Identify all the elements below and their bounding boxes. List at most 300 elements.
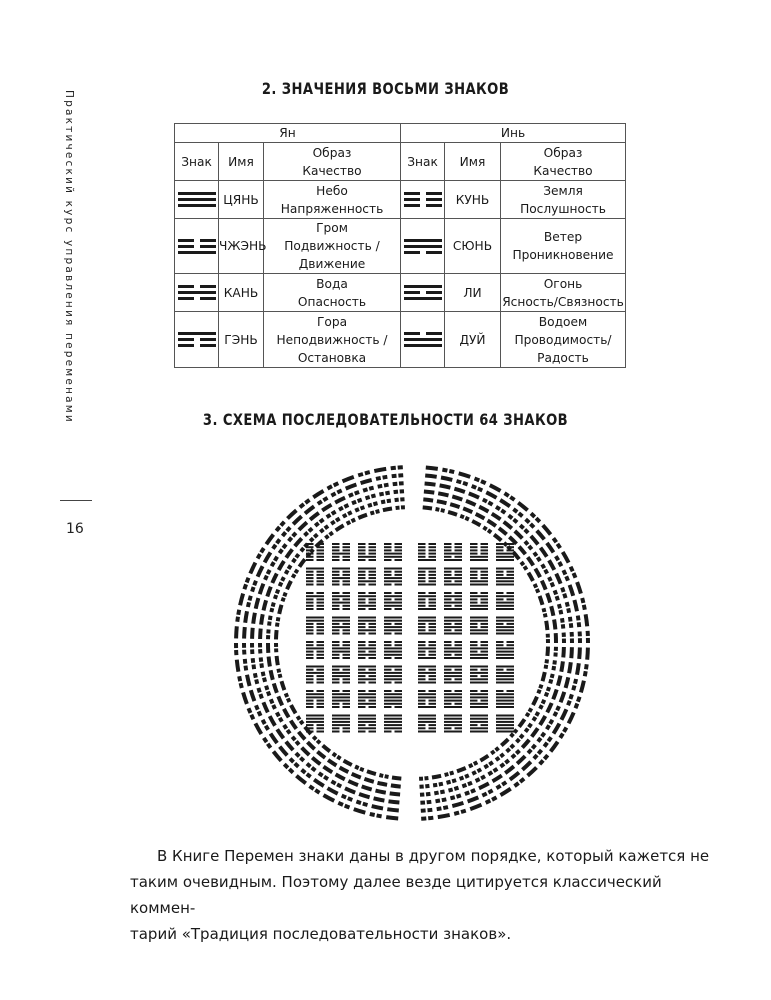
ring-line-segment <box>488 530 491 532</box>
lake-trigram-icon <box>404 329 442 350</box>
ring-line-segment <box>274 683 277 692</box>
ring-line-segment <box>538 750 541 754</box>
ring-line-segment <box>426 794 430 795</box>
hexagram-glyph <box>358 543 376 561</box>
hexagram-glyph <box>384 666 402 684</box>
ring-line-segment <box>439 784 443 785</box>
ring-line-segment <box>564 728 567 732</box>
ring-line-segment <box>425 476 437 477</box>
ring-line-segment <box>448 512 457 515</box>
ring-line-segment <box>278 669 279 673</box>
ring-line-segment <box>320 519 324 522</box>
ring-line-segment <box>554 712 556 716</box>
ring-line-segment <box>449 471 454 472</box>
ring-line-segment <box>571 647 572 658</box>
ring-line-segment <box>450 797 454 798</box>
hexagram-glyph <box>470 617 488 635</box>
ring-line-segment <box>534 755 537 759</box>
ring-line-segment <box>289 769 293 773</box>
ring-line-segment <box>549 560 554 570</box>
ring-line-segment <box>452 496 462 499</box>
ring-line-segment <box>552 583 554 587</box>
ring-line-segment <box>368 505 372 506</box>
ring-line-segment <box>501 789 511 795</box>
ring-line-segment <box>570 694 572 699</box>
ring-line-segment <box>252 628 253 639</box>
ring-line-segment <box>459 473 471 477</box>
ring-line-segment <box>344 761 352 765</box>
ring-line-segment <box>280 747 288 756</box>
ring-line-segment <box>286 570 288 574</box>
ring-line-segment <box>345 788 355 792</box>
ring-line-segment <box>372 806 383 808</box>
ring-line-segment <box>461 811 466 812</box>
ring-line-segment <box>470 805 481 809</box>
ring-line-segment <box>280 718 282 722</box>
ring-line-segment <box>512 755 515 758</box>
sign-image: Гром Подвижность / Движение <box>264 219 401 274</box>
ring-line-segment <box>531 513 535 517</box>
ring-line-segment <box>287 581 291 589</box>
ring-line-segment <box>293 516 301 524</box>
ring-line-segment <box>442 799 447 800</box>
ring-line-segment <box>501 754 504 757</box>
hexagram-glyph <box>332 690 350 708</box>
ring-line-segment <box>509 537 516 544</box>
ring-line-segment <box>481 776 485 778</box>
ring-line-segment <box>513 509 517 512</box>
ring-line-segment <box>236 626 237 638</box>
ring-line-segment <box>544 608 545 612</box>
ring-line-segment <box>349 494 353 496</box>
ring-line-segment <box>291 705 296 713</box>
hexagram-glyph <box>384 568 402 586</box>
sign-name: ГЭНЬ <box>219 312 264 368</box>
ring-line-segment <box>324 795 335 801</box>
ring-line-segment <box>543 672 545 681</box>
ring-line-segment <box>438 493 448 495</box>
ring-line-segment <box>424 492 434 493</box>
ring-line-segment <box>557 544 560 548</box>
table-row <box>175 312 626 368</box>
ring-line-segment <box>327 515 331 517</box>
ring-line-segment <box>536 518 540 522</box>
ring-line-segment <box>585 671 586 676</box>
ring-line-segment <box>271 670 273 680</box>
sign-name: СЮНЬ <box>445 219 501 274</box>
ring-line-segment <box>376 478 381 479</box>
table-row <box>175 219 626 274</box>
ring-line-segment <box>280 550 283 554</box>
ring-line-segment <box>275 595 276 599</box>
table-row <box>175 274 626 312</box>
sign-name: ЦЯНЬ <box>219 181 264 219</box>
ring-line-segment <box>496 758 499 760</box>
ring-line-segment <box>581 681 584 693</box>
ring-line-segment <box>541 548 547 557</box>
ring-line-segment <box>289 538 292 542</box>
ring-line-segment <box>376 791 386 793</box>
ring-line-segment <box>563 647 564 657</box>
ring-line-segment <box>244 584 246 589</box>
ring-line-segment <box>369 488 373 489</box>
sign-image: Гора Неподвижность / Остановка <box>264 312 401 368</box>
ring-line-segment <box>486 492 496 498</box>
ring-line-segment <box>586 664 587 669</box>
ring-line-segment <box>256 598 259 609</box>
ring-line-segment <box>295 570 297 573</box>
ring-line-segment <box>447 782 451 783</box>
sign-cell <box>401 312 445 368</box>
ring-line-segment <box>460 778 464 779</box>
ring-line-segment <box>296 554 299 557</box>
section-title-eight-signs: 2. ЗНАЧЕНИЯ ВОСЬМИ ЗНАКОВ <box>261 79 510 98</box>
hexagram-glyph <box>332 543 350 561</box>
ring-line-segment <box>299 522 307 530</box>
ring-line-segment <box>301 548 304 551</box>
hexagram-glyph <box>470 690 488 708</box>
ring-line-segment <box>253 658 254 663</box>
ring-line-segment <box>511 734 514 737</box>
ring-line-segment <box>437 501 447 503</box>
ring-line-segment <box>496 507 500 509</box>
ring-line-segment <box>259 711 261 715</box>
ring-line-segment <box>496 748 499 751</box>
ring-line-segment <box>454 489 465 492</box>
ring-line-segment <box>296 776 305 784</box>
ring-line-segment <box>318 501 322 504</box>
ring-line-segment <box>264 678 265 682</box>
ring-line-segment <box>313 491 323 497</box>
ring-line-segment <box>258 566 263 577</box>
ring-line-segment <box>509 515 513 518</box>
ring-line-segment <box>332 781 336 783</box>
ring-line-segment <box>547 543 554 553</box>
ring-line-segment <box>325 526 328 528</box>
ring-line-segment <box>251 715 253 720</box>
ring-line-segment <box>276 630 277 639</box>
ring-line-segment <box>471 790 475 792</box>
ring-line-segment <box>497 786 501 789</box>
ring-line-segment <box>315 790 319 793</box>
ring-line-segment <box>348 798 353 800</box>
ring-line-segment <box>544 755 547 759</box>
ring-line-segment <box>500 500 510 506</box>
ring-line-segment <box>427 802 432 803</box>
hexagram-glyph <box>358 617 376 635</box>
ring-line-segment <box>312 768 316 771</box>
ring-line-segment <box>463 483 468 485</box>
ring-line-segment <box>499 528 507 534</box>
ring-line-segment <box>425 786 429 787</box>
ring-line-segment <box>352 520 356 522</box>
ring-line-segment <box>494 535 501 541</box>
ring-line-segment <box>441 510 445 511</box>
sign-cell <box>175 274 219 312</box>
ring-line-segment <box>394 492 398 493</box>
ring-line-segment <box>261 663 262 667</box>
ring-line-segment <box>360 769 364 770</box>
ring-line-segment <box>249 708 251 713</box>
ring-line-segment <box>237 617 238 622</box>
ring-line-segment <box>527 713 529 716</box>
hexagram-glyph <box>470 568 488 586</box>
col-image: Образ Качество <box>501 143 626 181</box>
ring-line-segment <box>559 604 560 608</box>
ring-line-segment <box>532 728 538 736</box>
ring-line-segment <box>586 614 588 626</box>
ring-line-segment <box>381 502 385 503</box>
ring-line-segment <box>472 521 480 525</box>
ring-line-segment <box>356 802 361 804</box>
ring-line-segment <box>269 657 270 667</box>
ring-line-segment <box>315 523 318 526</box>
ring-line-segment <box>552 674 553 678</box>
ring-line-segment <box>575 679 576 684</box>
sign-image: Земля Послушность <box>501 181 626 219</box>
ring-line-segment <box>511 745 514 748</box>
ring-line-segment <box>260 694 262 698</box>
ring-line-segment <box>305 533 308 536</box>
ring-line-segment <box>478 489 482 491</box>
ring-line-segment <box>540 760 543 764</box>
ring-line-segment <box>317 752 325 758</box>
ring-line-segment <box>488 521 496 527</box>
ring-line-segment <box>577 663 579 674</box>
ring-line-segment <box>528 573 533 581</box>
ring-line-segment <box>387 809 399 810</box>
ring-line-segment <box>281 522 284 526</box>
ring-line-segment <box>573 686 574 691</box>
ring-line-segment <box>376 511 380 512</box>
ring-line-segment <box>340 768 349 773</box>
ring-line-segment <box>337 784 341 786</box>
ring-line-segment <box>520 525 523 528</box>
ring-line-segment <box>260 629 261 639</box>
ring-line-segment <box>545 614 546 618</box>
ring-line-segment <box>574 600 577 611</box>
ring-line-segment <box>352 774 361 778</box>
ring-line-segment <box>239 676 240 681</box>
ring-line-segment <box>436 509 440 510</box>
ring-line-segment <box>563 552 569 563</box>
ring-line-segment <box>310 786 314 789</box>
section-title-sequence: 3. СХЕМА ПОСЛЕДОВАТЕЛЬНОСТИ 64 ЗНАКОВ <box>202 410 569 429</box>
ring-line-segment <box>515 783 519 786</box>
table-group-header <box>175 124 626 143</box>
ring-line-segment <box>378 783 388 785</box>
ring-line-segment <box>568 701 570 706</box>
ring-line-segment <box>564 594 565 599</box>
ring-line-segment <box>269 622 270 626</box>
ring-line-segment <box>501 739 508 745</box>
ring-line-segment <box>317 741 320 744</box>
ring-line-segment <box>535 584 537 588</box>
ring-line-segment <box>547 659 548 663</box>
ring-line-segment <box>546 665 547 669</box>
ring-line-segment <box>554 620 555 630</box>
hexagram-glyph <box>418 592 436 610</box>
hexagram-glyph <box>384 592 402 610</box>
ring-line-segment <box>284 725 286 729</box>
ring-line-segment <box>438 815 450 817</box>
ring-line-segment <box>348 781 358 785</box>
sign-name: ЛИ <box>445 274 501 312</box>
sign-image: Вода Опасность <box>264 274 401 312</box>
ring-line-segment <box>556 574 560 584</box>
ring-line-segment <box>521 562 523 565</box>
ring-line-segment <box>383 477 388 478</box>
ring-line-segment <box>538 738 541 742</box>
hexagram-glyph <box>306 568 324 586</box>
ring-line-segment <box>292 737 295 740</box>
ring-line-segment <box>278 696 282 705</box>
hexagram-glyph <box>384 715 402 733</box>
ring-line-segment <box>529 724 531 727</box>
ring-line-segment <box>535 569 540 578</box>
ring-line-segment <box>271 734 278 744</box>
ring-line-segment <box>425 484 436 485</box>
hexagram-glyph <box>332 568 350 586</box>
ring-line-segment <box>310 538 313 541</box>
ring-line-segment <box>555 590 557 594</box>
ring-line-segment <box>483 500 487 502</box>
ring-line-segment <box>331 493 335 495</box>
ring-line-segment <box>273 545 276 549</box>
ring-line-segment <box>361 480 372 483</box>
hexagram-glyph <box>470 641 488 659</box>
ring-line-segment <box>379 775 383 776</box>
ring-line-segment <box>288 698 290 702</box>
ring-line-segment <box>488 502 492 504</box>
ring-line-segment <box>277 729 283 738</box>
ring-line-segment <box>559 562 561 566</box>
ring-line-segment <box>457 795 461 796</box>
ring-line-segment <box>390 793 400 794</box>
ring-line-segment <box>476 514 485 519</box>
ring-line-segment <box>251 690 255 701</box>
ring-line-segment <box>331 522 335 524</box>
ring-line-segment <box>271 608 272 612</box>
ring-line-segment <box>553 690 557 700</box>
hexagram-glyph <box>384 617 402 635</box>
ring-line-segment <box>465 775 469 777</box>
ring-line-segment <box>275 557 277 561</box>
ring-line-segment <box>468 797 479 801</box>
ring-line-segment <box>338 803 343 805</box>
ring-line-segment <box>560 734 563 738</box>
ring-line-segment <box>548 737 551 741</box>
ring-line-segment <box>299 559 305 567</box>
ring-line-segment <box>540 705 542 709</box>
hexagram-glyph <box>444 666 462 684</box>
ring-line-segment <box>510 497 514 500</box>
ring-line-segment <box>544 743 547 747</box>
ring-line-segment <box>266 726 269 730</box>
sign-name: КУНЬ <box>445 181 501 219</box>
ring-line-segment <box>362 786 372 789</box>
ring-line-segment <box>379 494 383 495</box>
thunder-trigram-icon <box>178 236 216 257</box>
ring-line-segment <box>287 730 290 734</box>
ring-line-segment <box>323 746 330 752</box>
hexagram-glyph <box>496 617 514 635</box>
ring-line-segment <box>525 530 528 533</box>
ring-line-segment <box>283 598 284 602</box>
ring-line-segment <box>505 766 514 773</box>
ring-line-segment <box>545 570 547 574</box>
ring-line-segment <box>254 665 255 670</box>
ring-line-segment <box>547 725 549 729</box>
ring-line-segment <box>442 470 447 471</box>
ring-line-segment <box>501 510 505 513</box>
ring-line-segment <box>282 577 284 581</box>
hexagram-glyph <box>306 592 324 610</box>
ring-line-segment <box>560 610 561 614</box>
col-name: Имя <box>445 143 501 181</box>
ring-line-segment <box>478 769 482 771</box>
ring-line-segment <box>479 507 488 512</box>
hexagram-glyph <box>332 641 350 659</box>
ring-line-segment <box>472 772 476 774</box>
ring-line-segment <box>486 801 491 803</box>
ring-line-segment <box>562 618 563 622</box>
ring-line-segment <box>505 493 509 496</box>
ring-line-segment <box>261 548 264 552</box>
ring-line-segment <box>276 527 279 531</box>
ring-line-segment <box>519 719 525 727</box>
ring-line-segment <box>384 485 389 486</box>
ring-line-segment <box>333 754 336 756</box>
ring-line-segment <box>519 547 525 555</box>
ring-line-segment <box>302 748 310 755</box>
ring-line-segment <box>528 768 537 776</box>
ring-line-segment <box>277 656 278 665</box>
ring-line-segment <box>358 500 362 502</box>
ring-line-segment <box>328 760 336 766</box>
ring-line-segment <box>577 582 581 594</box>
ring-line-segment <box>250 596 251 601</box>
ring-line-segment <box>305 506 314 513</box>
ring-line-segment <box>309 528 312 531</box>
ring-line-segment <box>520 779 524 782</box>
ring-line-segment <box>252 587 254 592</box>
ring-line-segment <box>441 478 452 480</box>
ring-line-segment <box>536 712 538 716</box>
ring-line-segment <box>488 790 492 792</box>
ring-line-segment <box>332 512 336 514</box>
ring-line-segment <box>339 508 343 510</box>
hexagram-glyph <box>306 666 324 684</box>
ring-line-segment <box>385 493 389 494</box>
ring-line-segment <box>492 514 501 520</box>
ring-line-segment <box>426 468 438 469</box>
col-name: Имя <box>219 143 264 181</box>
ring-line-segment <box>567 602 568 607</box>
hexagram-glyph <box>418 543 436 561</box>
hexagram-glyph <box>496 568 514 586</box>
ring-line-segment <box>270 716 275 726</box>
ring-line-segment <box>445 774 449 775</box>
ring-line-segment <box>358 474 363 475</box>
ring-line-segment <box>549 577 551 581</box>
ring-line-segment <box>253 613 255 624</box>
ring-line-segment <box>246 666 247 671</box>
ring-line-segment <box>526 519 530 522</box>
sixty-four-hexagrams-sequence-diagram <box>218 458 606 828</box>
hexagram-glyph <box>358 641 376 659</box>
ring-line-segment <box>481 481 486 483</box>
